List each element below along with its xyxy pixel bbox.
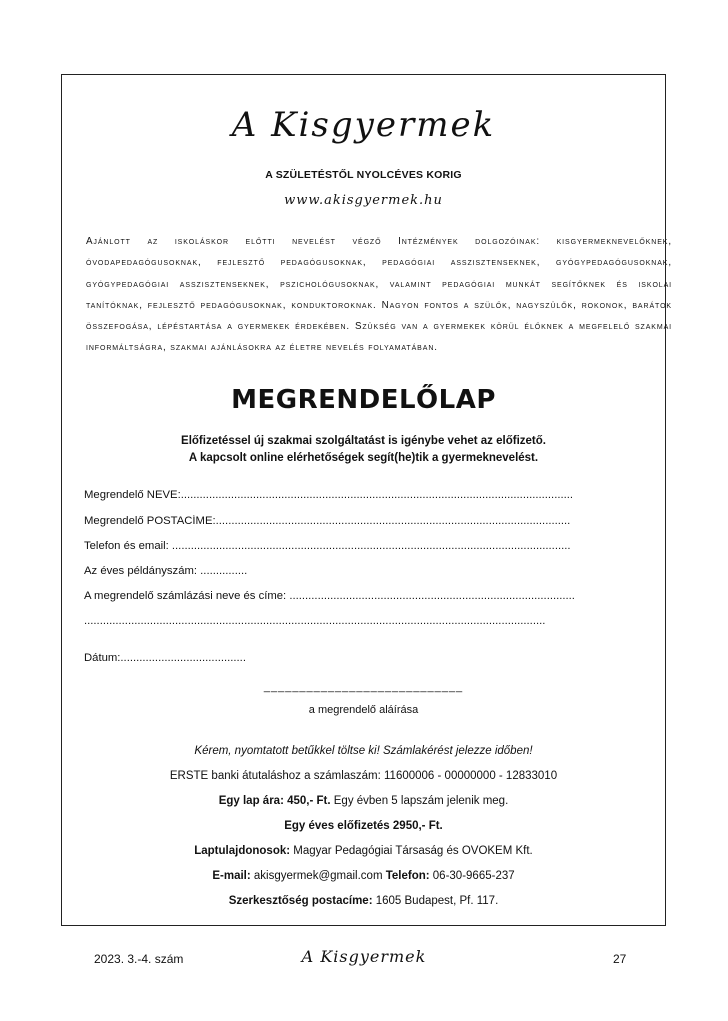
form-lead — [62, 433, 665, 467]
owners-text: Magyar Pedagógiai Társaság és OVOKEM Kft. — [290, 845, 533, 857]
form-lead-line-1: Előfizetéssel új szakmai szolgáltatást is igénybe vehet az előfizető. — [181, 435, 546, 447]
form-heading: MEGRENDELŐLAP — [231, 385, 496, 415]
field-name[interactable]: Megrendelő NEVE:............................................................................................................................. — [84, 489, 574, 501]
field-billing-continuation[interactable]: ................................................................................................................................................... — [84, 615, 546, 627]
editorial-address — [62, 895, 665, 907]
signature-line[interactable]: ____________________________ — [263, 681, 464, 693]
editorial-label: Szerkesztőség postacíme: — [228, 895, 373, 907]
magazine-subtitle: A SZÜLETÉSTŐL NYOLCÉVES KORIG — [265, 169, 462, 181]
field-date[interactable]: Dátum:........................................ — [84, 652, 246, 664]
order-form-frame — [61, 74, 672, 926]
bank-account: ERSTE banki átutaláshoz a számlaszám: 11600006 - 00000000 - 12833010 — [169, 770, 558, 782]
annual-subscription: Egy éves előfizetés 2950,- Ft. — [284, 820, 443, 832]
email-label: E-mail: — [212, 870, 251, 882]
field-billing-name-address[interactable]: A megrendelő számlázási neve és címe: ........................................................................................... — [84, 590, 575, 602]
owners-label: Laptulajdonosok: — [194, 845, 291, 857]
footer-title: A Kisgyermek — [301, 947, 427, 966]
price-label: Egy lap ára: 450,- Ft. — [218, 795, 331, 807]
form-lead-line-2: A kapcsolt online elérhetőségek segít(he)tik a gyermeknevelést. — [188, 452, 539, 464]
editorial-text: 1605 Budapest, Pf. 117. — [372, 895, 499, 907]
price-info — [62, 795, 665, 807]
fill-instruction: Kérem, nyomtatott betűkkel töltse ki! Számlakérést jelezze időben! — [194, 745, 533, 757]
intro-paragraph: Ajánlott az iskoláskor előtti nevelést végző Intézmények dolgozóinak: kisgyermeknevelőknek, óvodapedagógusoknak, fejlesztő pedagógusoknak, pedagógiai asszisztenseknek, gyógypedagógusoknak, gyógypedagógiai asszisztenseknek, pszichológusoknak, valamint pedagógiai munkát segítőknek és iskolai tanítóknak, fejlesztő pedagógusoknak, konduktoroknak. Nagyon fontos a szülők, nagyszülők, rokonok, barátok összefogása, lépéstartása a gyermekek érdekében. Szükség van a gyermekek körül élőknek a megfelelő szakmai informáltságra, szakmai ajánlásokra az életre nevelés folyamatában. — [86, 236, 672, 354]
phone-label: Telefon: — [385, 870, 430, 882]
page-number: 27 — [613, 952, 627, 966]
signature-label: a megrendelő aláírása — [308, 704, 419, 716]
price-text: Egy évben 5 lapszám jelenik meg. — [330, 795, 509, 807]
website-link[interactable]: www.akisgyermek.hu — [284, 193, 443, 208]
field-postal-address[interactable]: Megrendelő POSTACÍME:................................................................................................................. — [84, 515, 571, 527]
magazine-title: A Kisgyermek — [231, 105, 496, 145]
owners-info — [62, 845, 665, 857]
contact-info — [62, 870, 665, 882]
phone-number: 06-30-9665-237 — [429, 870, 515, 882]
email-address[interactable]: akisgyermek@gmail.com — [250, 870, 386, 882]
issue-number: 2023. 3.-4. szám — [94, 952, 184, 966]
field-phone-email[interactable]: Telefon és email: ............................................................................................................................... — [84, 540, 571, 552]
field-copies[interactable]: Az éves példányszám: ............... — [84, 565, 248, 577]
